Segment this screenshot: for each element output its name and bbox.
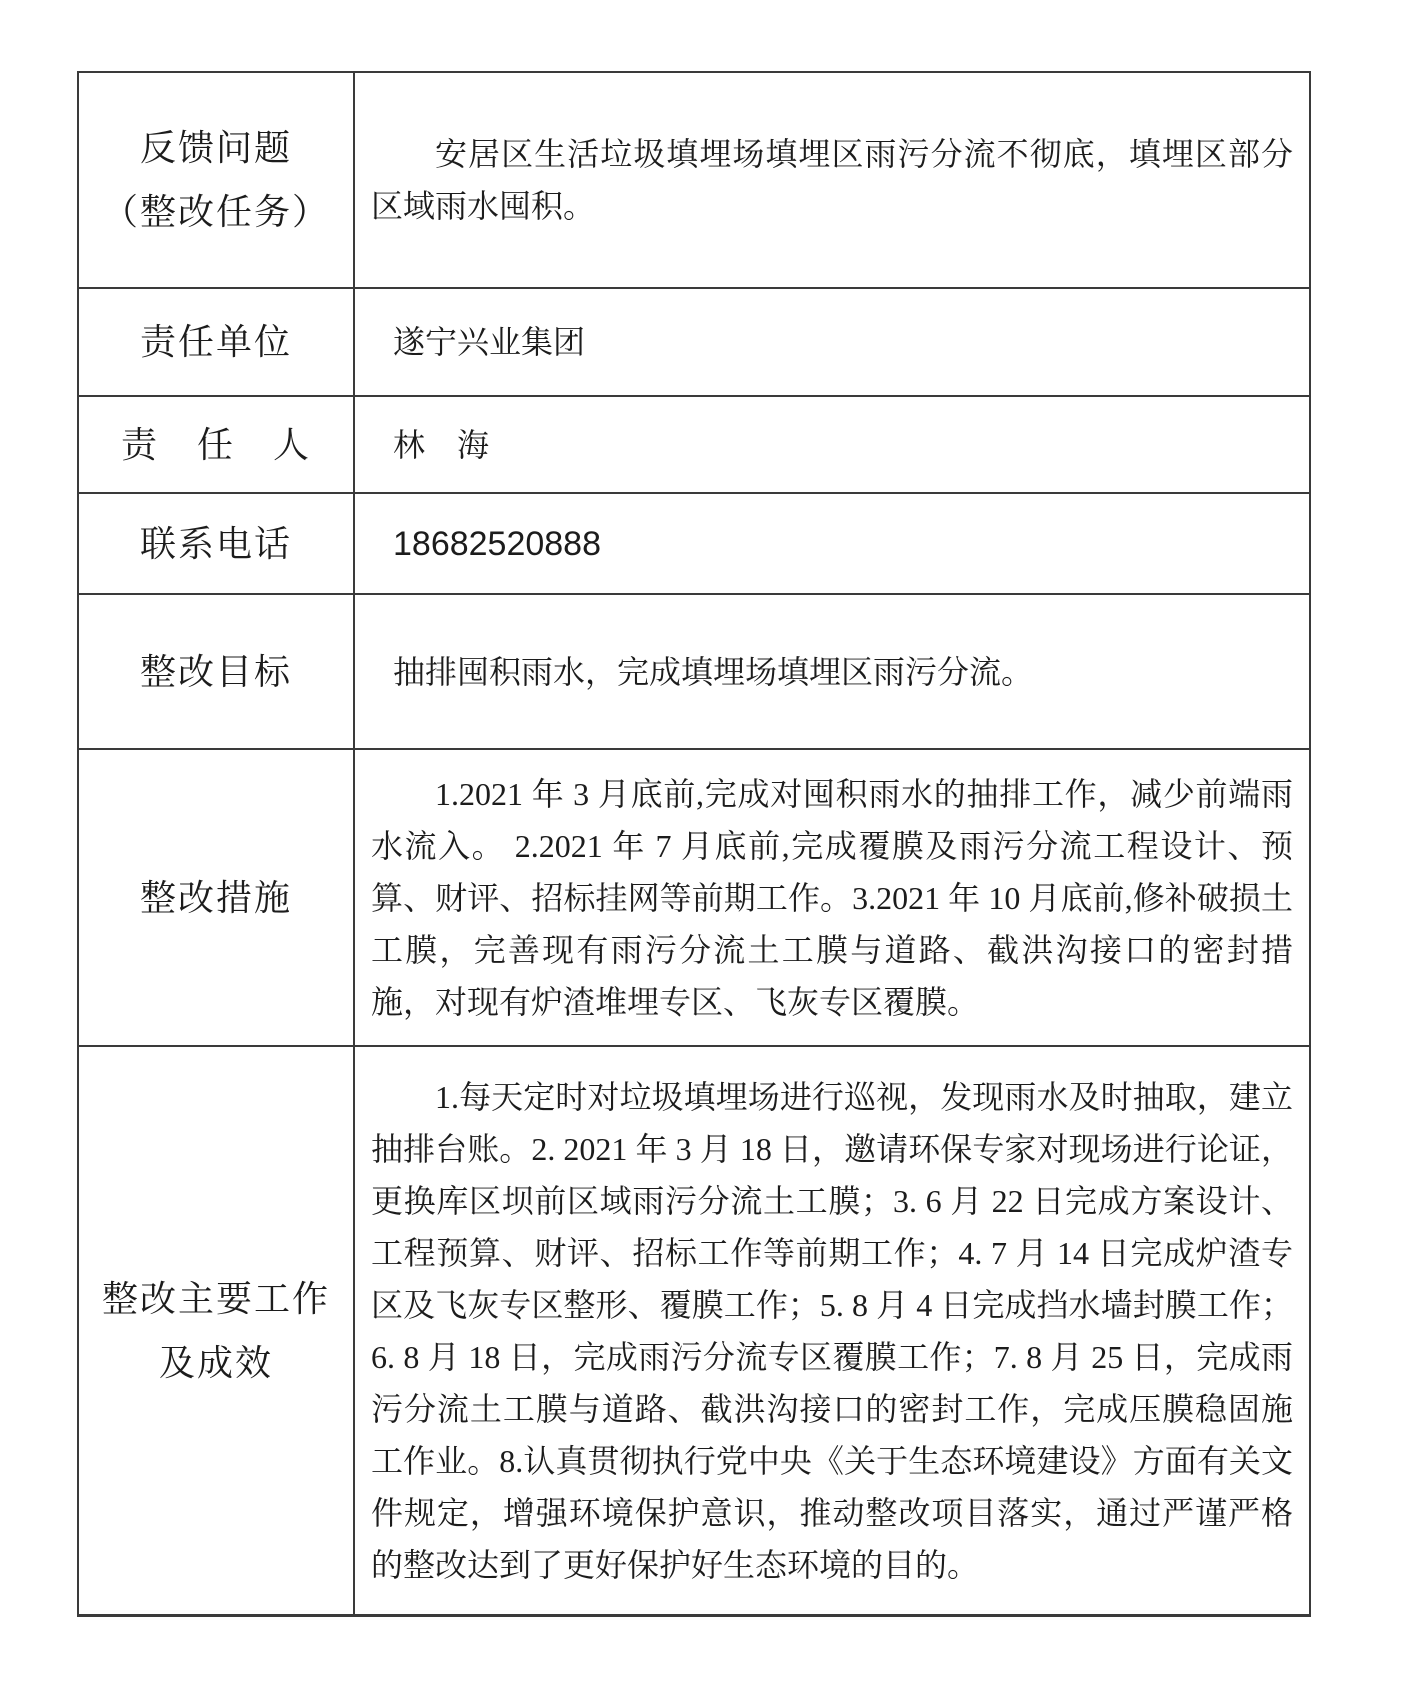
responsible-person-text: 林 海: [393, 426, 490, 463]
row-value-feedback-problem: [355, 73, 1309, 287]
row-value-contact-phone: [355, 494, 1309, 593]
row-label-text-line2: 及成效: [158, 1342, 273, 1383]
table-row-rectification-measures: [79, 748, 1309, 1045]
feedback-problem-text: 安居区生活垃圾填埋场填埋区雨污分流不彻底，填埋区部分区域雨水囤积。: [371, 136, 1293, 224]
row-label-text: 整改措施: [139, 877, 292, 918]
main-work-results-text: 1.每天定时对垃圾填埋场进行巡视，发现雨水及时抽取，建立抽排台账。2. 2021 年 3 月 18 日，邀请环保专家对现场进行论证，更换库区坝前区域雨污分流土工膜；3. 6 月 22 日完成方案设计、工程预算、财评、招标工作等前期工作；4. 7 月 14 日完成炉渣专区及飞灰专区整形、覆膜工作；5. 8 月 4 日完成挡水墙封膜工作；6. 8 月 18 日，完成雨污分流专区覆膜工作；7. 8 月 25 日，完成雨污分流土工膜与道路、截洪沟接口的密封工作，完成压膜稳固施工作业。8.认真贯彻执行党中央《关于生态环境建设》方面有关文件规定，增强环境保护意识，推动整改项目落实，通过严谨严格的整改达到了更好保护好生态环境的目的。: [371, 1078, 1293, 1583]
row-label-feedback-problem: [79, 73, 355, 287]
row-label-text: 反馈问题: [139, 128, 292, 168]
row-value-responsible-unit: [355, 289, 1309, 395]
row-label-text: 整改主要工作: [101, 1278, 330, 1319]
row-label-text: 整改目标: [139, 651, 292, 692]
table-row-feedback-problem: [79, 73, 1309, 287]
rectification-measures-text: 1.2021 年 3 月底前,完成对囤积雨水的抽排工作，减少前端雨水流入。 2.2021 年 7 月底前,完成覆膜及雨污分流工程设计、预算、财评、招标挂网等前期工作。3.2021 年 10 月底前,修补破损土工膜，完善现有雨污分流土工膜与道路、截洪沟接口的密封措施，对现有炉渣堆埋专区、飞灰专区覆膜。: [371, 775, 1293, 1020]
row-value-main-work-results: [355, 1047, 1309, 1614]
row-label-contact-phone: [79, 494, 355, 593]
table-row-rectification-goal: [79, 593, 1309, 748]
row-label-rectification-goal: [79, 595, 355, 748]
row-label-text: 责任单位: [139, 322, 292, 362]
row-value-responsible-person: [355, 397, 1309, 492]
row-label-main-work-results: [79, 1047, 355, 1614]
row-label-text: 责 任 人: [120, 424, 311, 465]
row-label-responsible-person: [79, 397, 355, 492]
row-label-text-line2: （整改任务）: [101, 192, 330, 232]
table-row-contact-phone: [79, 492, 1309, 593]
responsible-unit-text: 遂宁兴业集团: [393, 324, 586, 360]
rectification-table: [77, 71, 1311, 1617]
table-row-main-work-results: [79, 1045, 1309, 1614]
row-value-rectification-goal: [355, 595, 1309, 748]
table-row-responsible-person: [79, 395, 1309, 492]
rectification-goal-text: 抽排囤积雨水，完成填埋场填埋区雨污分流。: [393, 653, 1034, 690]
table-row-responsible-unit: [79, 287, 1309, 395]
contact-phone-number: 18682520888: [393, 524, 602, 563]
row-label-rectification-measures: [79, 750, 355, 1045]
row-label-text: 联系电话: [139, 523, 292, 564]
row-label-responsible-unit: [79, 289, 355, 395]
row-value-rectification-measures: [355, 750, 1309, 1045]
